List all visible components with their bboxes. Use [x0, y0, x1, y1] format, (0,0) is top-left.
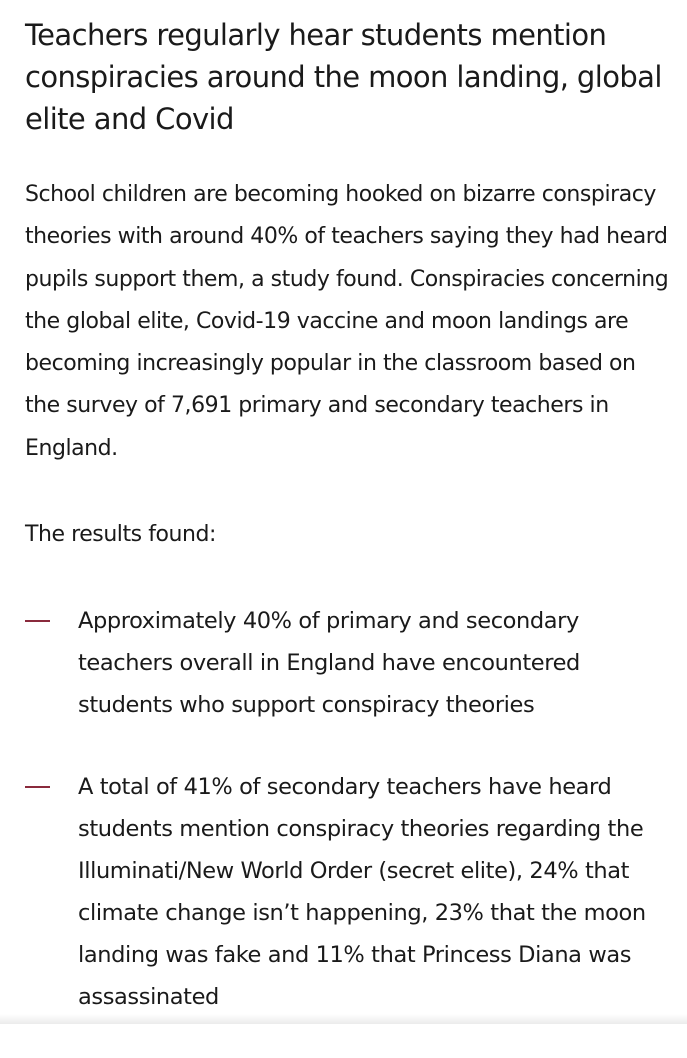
article-headline: Teachers regularly hear students mention conspiracies around the moon landing, global elite and Covid	[25, 18, 662, 136]
result-item	[25, 600, 675, 726]
bottom-edge-shadow	[0, 1014, 687, 1024]
article	[25, 14, 675, 1058]
dash-icon	[25, 620, 50, 622]
dash-icon	[25, 786, 50, 788]
result-text: Approximately 40% of primary and secondary teachers overall in England have encountered students who support conspiracy theories	[78, 608, 580, 719]
results-list	[25, 600, 675, 1018]
results-intro: The results found:	[25, 522, 216, 548]
result-item	[25, 766, 675, 1018]
article-lead-paragraph: School children are becoming hooked on bizarre conspiracy theories with around 40% of teachers saying they had heard pupils support them, a study found. Conspiracies concerning the global elite, Covid-19 vaccine and moon landings are becoming increasingly popular in the classroom based on the survey of 7,691 primary and secondary teachers in England.	[25, 182, 669, 461]
result-text: A total of 41% of secondary teachers have heard students mention conspiracy theories regarding the Illuminati/New World Order (secret elite), 24% that climate change isn’t happening, 23% that the moon landing was fake and 11% that Princess Diana was assassinated	[78, 774, 646, 1011]
